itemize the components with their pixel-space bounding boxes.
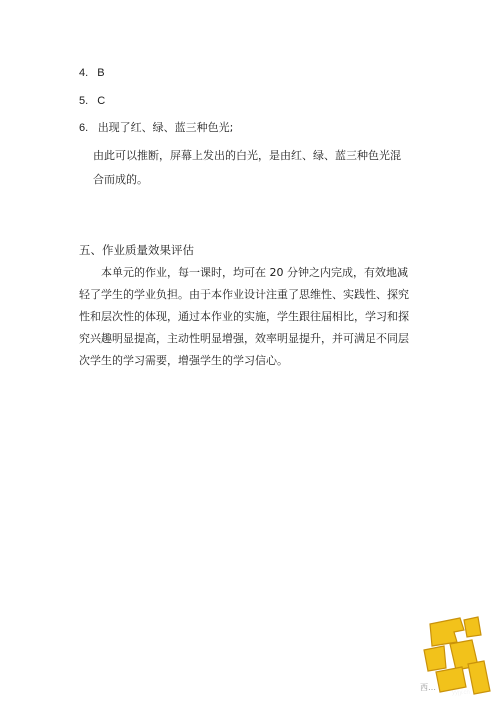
answer-text: 出现了红、绿、蓝三种色光; <box>97 121 234 134</box>
watermark-url: yyjy.cn <box>452 690 470 696</box>
answer-6-continuation-line: 由此可以推断，屏幕上发出的白光，是由红、绿、蓝三种色光混 <box>93 149 401 162</box>
answer-6 <box>79 121 233 135</box>
paragraph-line: 本单元的作业，每一课时，均可在 20 分钟之内完成，有效地减 <box>101 266 408 279</box>
answer-6-continuation-line: 合而成的。 <box>93 173 148 186</box>
answer-text: C <box>97 95 106 107</box>
answer-number: 5. <box>79 95 89 107</box>
answer-text: B <box>97 67 105 79</box>
paragraph-line: 究兴趣明显提高，主动性明显增强，效率明显提升，并可满足不同层 <box>79 332 409 345</box>
answer-number: 6. <box>79 122 89 134</box>
answer-4 <box>79 66 105 80</box>
answer-number: 4. <box>79 67 89 79</box>
section-title: 五、作业质量效果评估 <box>79 243 194 257</box>
answer-5 <box>79 94 105 108</box>
wechat-label: 西… <box>420 683 436 692</box>
paragraph-line: 次学生的学习需要，增强学生的学习信心。 <box>79 354 288 367</box>
paragraph-line: 轻了学生的学业负担。由于本作业设计注重了思维性、实践性、探究 <box>79 288 409 301</box>
paragraph-line: 性和层次性的体现，通过本作业的实施，学生跟往届相比，学习和探 <box>79 310 409 323</box>
evaluation-paragraph <box>79 262 421 372</box>
